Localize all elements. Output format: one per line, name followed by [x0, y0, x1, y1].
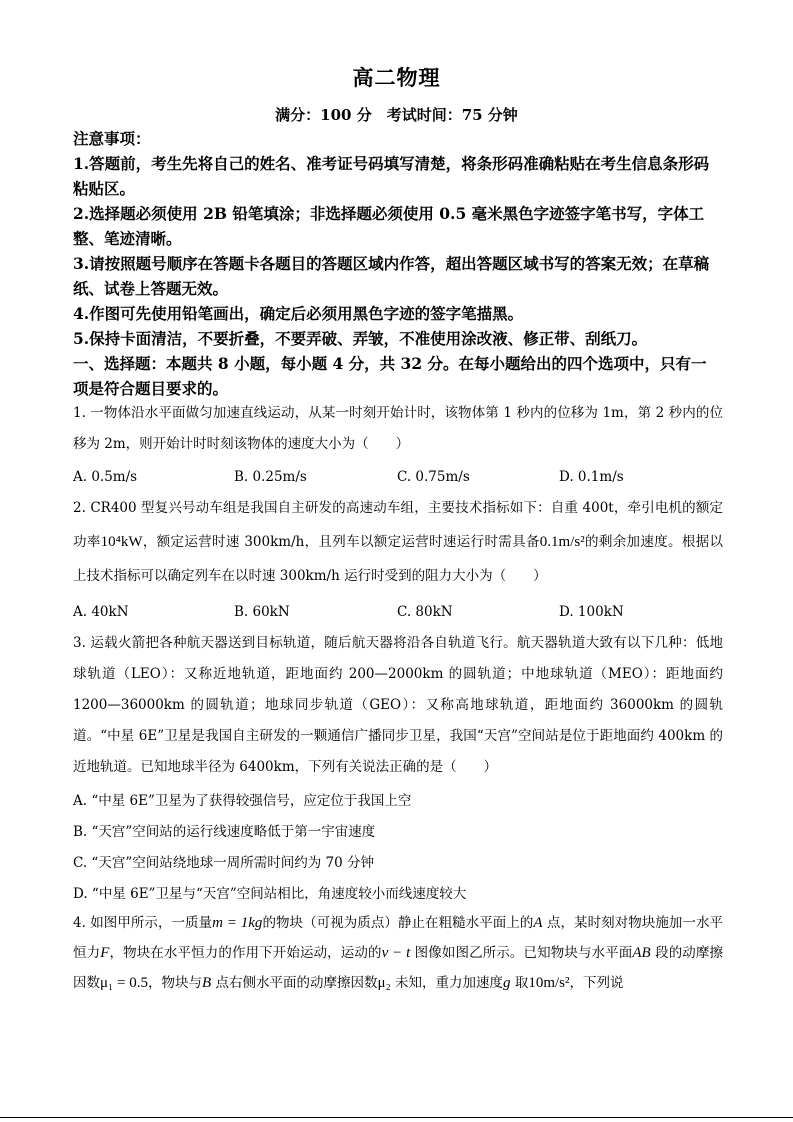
q2-text-c: 的剩余加速度。根据以上技术指标可以确定列车在以时速 300km/h 运行时受到的阻力大小为（ ）: [73, 534, 724, 584]
notice-item-4: 4.作图可先使用铅笔画出，确定后必须用黑色字迹的签字笔描黑。: [73, 304, 524, 323]
option-a: A. 40kN: [73, 604, 129, 620]
q4-text-4: ，物块在水平恒力的作用下开始运动，运动的: [109, 945, 382, 961]
option-b: B. 0.25m/s: [234, 469, 307, 485]
q4-text-8: 点右侧水平面的动摩擦因数: [211, 975, 378, 991]
question-1: 1. 一物体沿水平面做匀加速直线运动，从某一时刻开始计时，该物体第 1 秒内的位移为 1m，第 2 秒内的位移为 2m，则开始计时时刻该物体的速度大小为（ ）: [73, 405, 723, 452]
q4-text-10: 取: [510, 975, 529, 991]
bottom-divider: [0, 1117, 793, 1118]
q4-mass: m = 1kg: [212, 915, 263, 931]
notice-item-1: 1.答题前，考生先将自己的姓名、准考证号码填写清楚，将条形码准确粘贴在考生信息条形码粘贴区。: [73, 154, 710, 198]
q4-point-b: B: [201, 975, 212, 991]
section-heading: 一、选择题：本题共 8 小题，每小题 4 分，共 32 分。在每小题给出的四个选项中，只有一项是符合题目要求的。: [73, 354, 707, 398]
option-d: D. 0.1m/s: [559, 469, 624, 485]
option-a: A. 0.5m/s: [73, 469, 138, 485]
option-c: C. “天宫”空间站绕地球一周所需时间约为 70 分钟: [73, 855, 374, 871]
notice-item-5: 5.保持卡面清洁，不要折叠，不要弄破、弄皱，不准使用涂改液、修正带、刮纸刀。: [73, 329, 648, 348]
q4-mu1: μ₁ = 0.5: [100, 975, 148, 991]
option-b: B. 60kN: [234, 604, 290, 620]
q4-vt: v − t: [381, 945, 411, 961]
notice-item-3: 3.请按照题号顺序在答题卡各题目的答题区域内作答，超出答题区域书写的答案无效；在草稿纸、试卷上答题无效。: [73, 254, 710, 298]
question-2-options: [73, 604, 723, 626]
q4-text-3: 点，某时刻对物块施加一水平恒力: [73, 915, 724, 961]
question-1-options: [73, 469, 723, 491]
option-d: D. 100kN: [559, 604, 624, 620]
question-3: 3. 运载火箭把各种航天器送到目标轨道，随后航天器将沿各自轨道飞行。航天器轨道大致有以下几种：低地球轨道（LEO）：又称近地轨道，距地面约 200—2000km 的圆轨道；中地球轨道（MEO）：距地面约 1200—36000km 的圆轨道；地球同步轨道（GEO）：又称高地球轨道，距地面约 36000km 的圆轨道。“中星 6E”卫星是我国自主研发的一颗通信广播同步卫星，我国“天宫”空间站是位于距地面约 400km 的近地轨道。已知地球半径为 6400km，下列有关说法正确的是（ ）: [73, 635, 723, 775]
q4-text-6: 段的动摩擦因数: [73, 945, 724, 991]
q2-text-b: ，额定运营时速 300km/h，且列车以额定运营时速运行时需具备: [142, 534, 540, 550]
q4-text-11: ，下列说: [569, 975, 624, 991]
option-c: C. 80kN: [397, 604, 453, 620]
question-4: [73, 908, 723, 998]
q4-text-1: 4. 如图甲所示，一质量: [73, 915, 213, 931]
q4-gravity: g: [503, 975, 511, 991]
q2-text-a: 2. CR400 型复兴号动车组是我国自主研发的高速动车组，主要技术指标如下：自重 400t，牵引电机的额定功率: [73, 500, 723, 550]
option-d: D. “中星 6E”卫星与“天宫”空间站相比，角速度较小而线速度较大: [73, 886, 467, 902]
option-b: B. “天宫”空间站的运行线速度略低于第一宇宙速度: [73, 824, 376, 840]
q4-force: F: [100, 945, 110, 961]
option-a: A. “中星 6E”卫星为了获得较强信号，应定位于我国上空: [73, 793, 412, 809]
q4-text-7: ，物块与: [147, 975, 202, 991]
q4-segment-ab: AB: [632, 945, 651, 961]
question-2: [73, 491, 723, 593]
option-c: C. 0.75m/s: [397, 469, 470, 485]
q2-power: 10⁴kW: [100, 534, 143, 550]
q4-mu2: μ₂: [377, 975, 391, 991]
q4-gravity-value: 10m/s²: [528, 975, 570, 991]
q2-accel: 0.1m/s²: [539, 534, 585, 550]
notice-heading: 注意事项：: [73, 129, 151, 148]
notice-item-2: 2.选择题必须使用 2B 铅笔填涂；非选择题必须使用 0.5 毫米黑色字迹签字笔书写，字体工整、笔迹清晰。: [73, 204, 705, 248]
q4-point-a: A: [533, 915, 543, 931]
q4-text-2: 的物块（可视为质点）静止在粗糙水平面上的: [262, 915, 534, 931]
page-title: 高二物理: [352, 65, 441, 90]
exam-info: 满分：100 分 考试时间：75 分钟: [275, 106, 518, 124]
q4-text-9: 未知，重力加速度: [390, 975, 504, 991]
q4-text-5: 图像如图乙所示。已知物块与水平面: [410, 945, 633, 961]
